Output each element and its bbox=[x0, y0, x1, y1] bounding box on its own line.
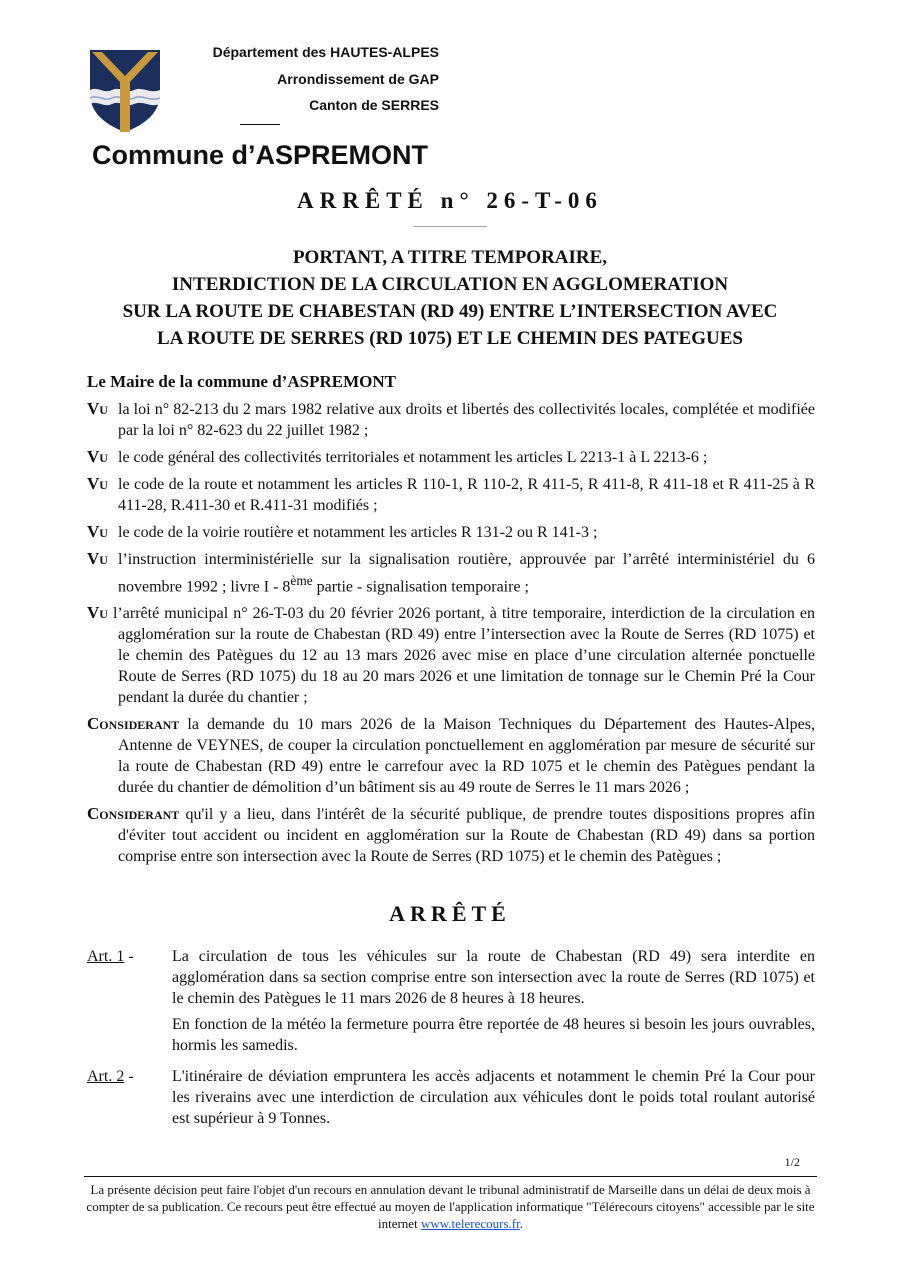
title-line: PORTANT, A TITRE TEMPORAIRE, bbox=[292, 247, 608, 268]
page-number: 1/2 bbox=[784, 1155, 800, 1169]
article-body: L'itinéraire de déviation empruntera les accès adjacents et notamment le chemin Pré la Cour pour les riverains avec une interdiction de circulation aux véhicules dont le poids total roulant autorisé est supérieur à 9 Tonnes. bbox=[172, 1068, 815, 1127]
visa-item: Vu la loi n° 82-213 du 2 mars 1982 relative aux droits et libertés des collectivités locales, complétée et modifiée par la loi n° 82-623 du 22 juillet 1982 ; bbox=[87, 399, 815, 439]
telerecours-link[interactable]: www.telerecours.fr bbox=[420, 1216, 520, 1231]
title-line: LA ROUTE DE SERRES (RD 1075) ET LE CHEMIN DES PATEGUES bbox=[157, 328, 743, 349]
article-1 bbox=[87, 946, 815, 1061]
considerant-item: Considerant qu'il y a lieu, dans l'intérêt de la sécurité publique, de prendre toutes dispositions propres afin d'éviter tout accident ou incident en agglomération sur la Route de Chabestan (RD 49) dans sa portion comprise entre son intersection avec la Route de Serres (RD 1075) et le chemin des Patègues ; bbox=[87, 804, 816, 866]
legal-footer: La présente décision peut faire l'objet d'un recours en annulation devant le tribunal administratif de Marseille dans un délai de deux mois à compter de sa publication. Ce recours peut être effectué au moyen de l'application informatique "Télérecours citoyens" accessible par le site internet www.telerecours.fr. bbox=[86, 1182, 815, 1231]
header-arrondissement: Arrondissement de GAP bbox=[277, 71, 439, 87]
maire-heading: Le Maire de la commune d’ASPREMONT bbox=[87, 372, 396, 391]
commune-name: Commune d’ASPREMONT bbox=[92, 140, 429, 170]
article-2 bbox=[87, 1066, 815, 1134]
header-divider bbox=[240, 124, 280, 125]
articles-list bbox=[87, 946, 815, 1139]
visa-item: Vu le code de la voirie routière et notamment les articles R 131-2 ou R 141-3 ; bbox=[87, 522, 598, 541]
visa-item: Vu le code de la route et notamment les articles R 110-1, R 110-2, R 411-5, R 411-8, R 411-18 et R 411-25 à R 411-28, R.411-30 et R.411-31 modifiés ; bbox=[87, 474, 815, 514]
arrete-heading: ARRÊTÉ bbox=[389, 901, 511, 926]
commune-coat-of-arms bbox=[88, 48, 162, 134]
footer-divider bbox=[84, 1176, 817, 1177]
visa-item: Vu l’instruction interministérielle sur la signalisation routière, approuvée par l’arrêté interministériel du 6 novembre 1992 ; livre I - 8ème partie - signalisation temporaire ; bbox=[87, 549, 815, 596]
article-label: Art. 2 - bbox=[87, 1068, 134, 1085]
title-line: SUR LA ROUTE DE CHABESTAN (RD 49) ENTRE L’INTERSECTION AVEC bbox=[122, 301, 778, 322]
article-body: La circulation de tous les véhicules sur la route de Chabestan (RD 49) sera interdite en agglomération dans sa section comprise entre son intersection avec la route de Serres (RD 1075) et le chemin des Patègues le 11 mars 2026 de 8 heures à 18 heures. En fonction de la météo la fermeture pourra être reportée de 48 heures si besoin les jours ouvrables, hormis les samedis. bbox=[172, 948, 815, 1054]
arrete-divider bbox=[413, 226, 487, 227]
considerant-item: Considerant la demande du 10 mars 2026 de la Maison Techniques du Département des Hautes-Alpes, Antenne de VEYNES, de couper la circulation ponctuellement en agglomération par mesure de sécurité sur la route de Chabestan (RD 49) entre le carrefour avec la RD 1075 et le chemin des Patègues pendant la durée du chantier de démolition d’un bâtiment sis au 49 route de Serres le 11 mars 2026 ; bbox=[87, 714, 815, 797]
visa-item: Vu l’arrêté municipal n° 26-T-03 du 20 février 2026 portant, à titre temporaire, interdiction de la circulation en agglomération sur la route de Chabestan (RD 49) entre l’intersection avec la Route de Serres (RD 1075) et le chemin des Patègues du 12 au 13 mars 2026 avec mise en place d’une circulation alternée ponctuelle Route de Serres (RD 1075) du 18 au 20 mars 2026 et une limitation de tonnage sur le Chemin Pré la Cour pendant la durée du chantier ; bbox=[87, 603, 816, 707]
visa-item: Vu le code général des collectivités territoriales et notamment les articles L 2213-1 à L 2213-6 ; bbox=[87, 447, 708, 466]
title-line: INTERDICTION DE LA CIRCULATION EN AGGLOMERATION bbox=[171, 274, 729, 295]
arrete-number: ARRÊTÉ n° 26-T-06 bbox=[297, 188, 603, 213]
header-departement: Département des HAUTES-ALPES bbox=[212, 44, 439, 60]
article-label: Art. 1 - bbox=[87, 948, 134, 965]
visas-list bbox=[87, 398, 815, 872]
arrete-title bbox=[60, 244, 840, 352]
header-canton: Canton de SERRES bbox=[309, 97, 439, 113]
